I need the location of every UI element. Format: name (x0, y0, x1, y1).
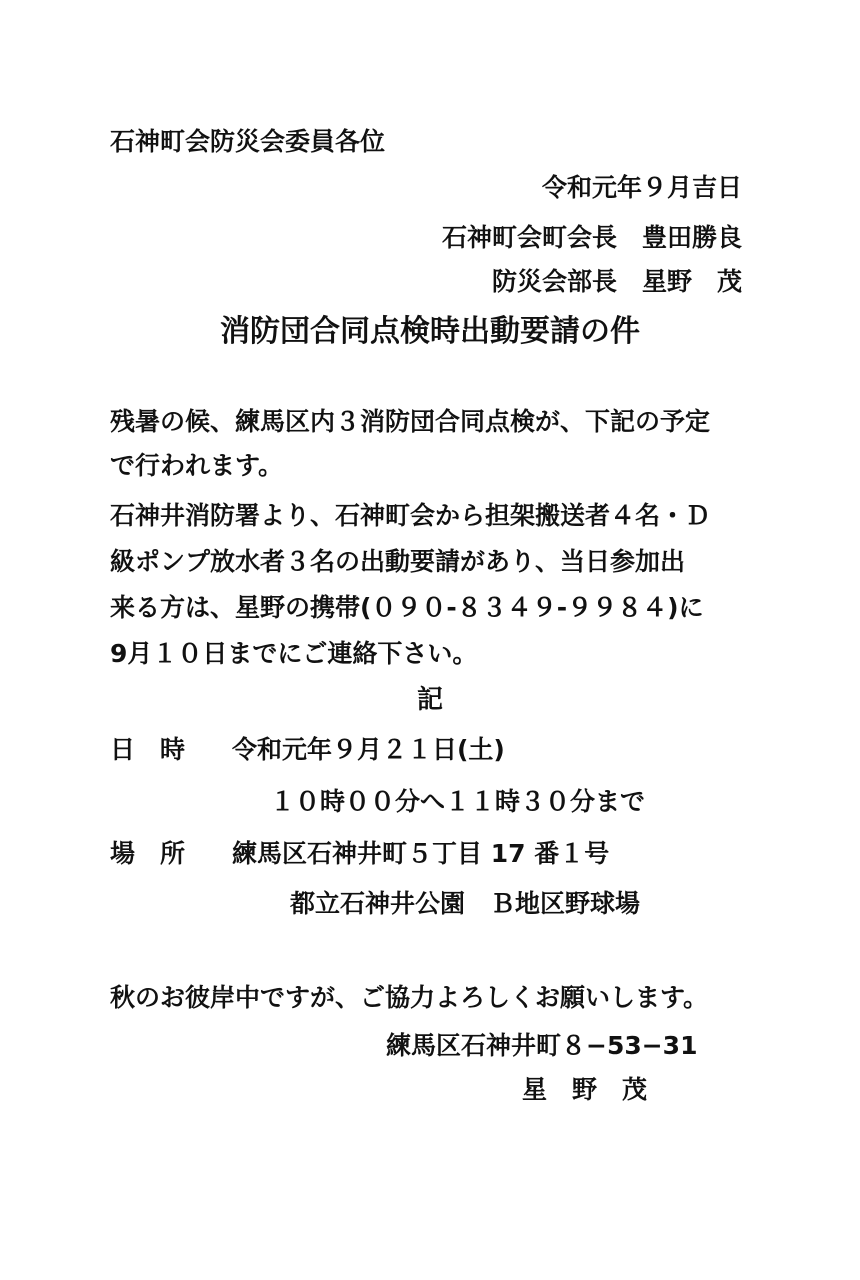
body-paragraph-2-line-3: 来る方は、星野の携帯(０９０-８３４９-９９８４)に (110, 593, 704, 622)
time-range: １０時００分へ１１時３０分まで (270, 787, 646, 816)
place-detail: 都立石神井公園 Ｂ地区野球場 (290, 889, 641, 918)
recipient-line: 石神町会防災会委員各位 (110, 127, 386, 156)
body-paragraph-2-line-2: 級ポンプ放水者３名の出動要請があり、当日参加出 (110, 547, 686, 576)
body-paragraph-2-line-1: 石神井消防署より、石神町会から担架搬送者４名・Ｄ (110, 501, 711, 530)
datetime-label: 日 時 (110, 735, 186, 764)
document-title: 消防団合同点検時出動要請の件 (220, 314, 640, 349)
body-paragraph-2-line-4: 9月１０日までにご連絡下さい。 (110, 639, 478, 668)
sender-chairman: 石神町会町会長 豊田勝良 (441, 223, 742, 252)
body-paragraph-1-line-1: 残暑の候、練馬区内３消防団合同点検が、下記の予定 (110, 407, 711, 436)
sender-address: 練馬区石神井町８−53−31 (386, 1031, 698, 1060)
ki-heading: 記 (416, 685, 443, 715)
place-label: 場 所 (110, 839, 186, 868)
place-value: 練馬区石神井町５丁目 17 番１号 (232, 839, 610, 868)
sender-name: 星 野 茂 (522, 1075, 648, 1104)
body-paragraph-1-line-2: で行われます。 (110, 451, 284, 480)
closing-message: 秋のお彼岸中ですが、ご協力よろしくお願いします。 (110, 983, 709, 1012)
datetime-value: 令和元年９月２１日(土) (232, 735, 505, 764)
sender-department-head: 防災会部長 星野 茂 (491, 267, 742, 296)
document-date: 令和元年９月吉日 (541, 173, 742, 202)
